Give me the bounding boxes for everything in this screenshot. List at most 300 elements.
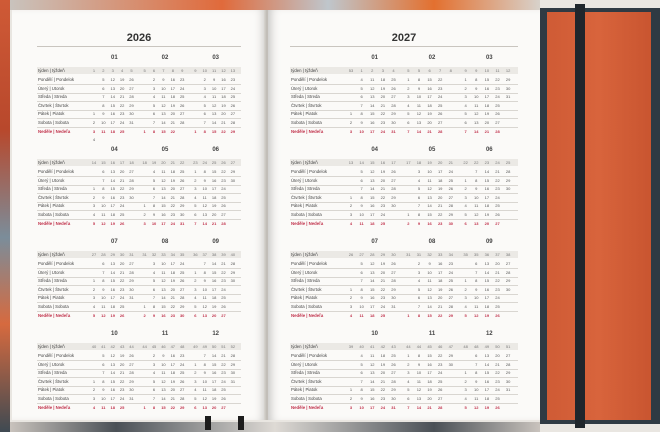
day-cell: 4: [417, 278, 421, 284]
day-cell: 15: [211, 128, 217, 134]
day-cell: 26: [448, 186, 454, 192]
day-cell: 3: [194, 286, 197, 292]
day-cell: 11: [212, 94, 217, 100]
week-number: 31: [129, 252, 134, 257]
weekday-label: Pátek | Piatok: [291, 387, 318, 393]
row-separator: [290, 110, 518, 111]
day-cell: 26: [448, 286, 454, 292]
day-cell: 29: [391, 111, 396, 117]
day-cell: 26: [221, 203, 226, 209]
day-cell: 26: [230, 102, 236, 108]
day-cell: 27: [495, 120, 500, 125]
day-cell: 4: [92, 404, 96, 410]
day-cell: 27: [230, 111, 236, 117]
day-cell: 27: [129, 361, 134, 367]
day-cell: 16: [484, 85, 490, 91]
weekday-label: Úterý | Utorok: [291, 269, 318, 275]
week-header-label: týden | týždeň: [38, 160, 65, 165]
day-cell: 12: [101, 312, 106, 318]
day-cell: 29: [505, 177, 511, 183]
day-cell: 12: [474, 312, 479, 318]
day-cell: 10: [101, 203, 106, 209]
day-cell: 17: [437, 269, 443, 275]
day-cell: 12: [211, 102, 217, 108]
row-separator: [37, 277, 241, 278]
day-cell: 11: [427, 278, 432, 284]
day-cell: 15: [211, 269, 217, 275]
day-cell: 8: [417, 77, 421, 82]
day-cell: 27: [448, 194, 454, 200]
day-cell: 18: [484, 304, 490, 309]
day-cell: 22: [380, 111, 386, 117]
day-cell: 28: [505, 269, 511, 275]
day-cell: 27: [391, 94, 396, 100]
day-cell: 19: [211, 396, 217, 401]
day-cell: 14: [161, 120, 166, 125]
week-number: 2: [371, 68, 374, 73]
row-separator: [290, 219, 518, 220]
day-cell: 5: [360, 169, 363, 174]
day-cell: 28: [179, 396, 185, 401]
day-cell: 17: [427, 94, 432, 100]
day-cell: 4: [349, 220, 353, 226]
row-separator: [37, 202, 241, 203]
day-cell: 27: [221, 404, 226, 410]
day-cell: 30: [129, 194, 134, 200]
day-cell: 21: [437, 203, 443, 209]
week-number: 31: [406, 252, 411, 257]
day-cell: 20: [427, 120, 432, 125]
day-cell: 6: [152, 387, 156, 393]
day-cell: 24: [495, 194, 500, 200]
weekday-label: Úterý | Utorok: [291, 85, 318, 91]
day-cell: 24: [437, 94, 443, 100]
day-cell: 24: [179, 85, 185, 91]
day-cell: 1: [349, 111, 353, 117]
day-cell: 15: [370, 387, 375, 393]
row-separator: [37, 369, 241, 370]
month-number: 08: [161, 239, 169, 245]
day-cell: 15: [427, 353, 432, 358]
day-cell: 1: [407, 77, 410, 82]
day-cell: 23: [119, 194, 125, 200]
day-cell: 17: [484, 194, 490, 200]
day-cell: 20: [119, 85, 125, 91]
week-header-label: týden | týždeň: [38, 68, 65, 73]
day-cell: 24: [119, 295, 125, 301]
day-cell: 4: [360, 353, 363, 358]
weekday-label: Úterý | Utorok: [291, 361, 318, 367]
day-cell: 8: [152, 304, 156, 309]
day-cell: 9: [102, 286, 105, 292]
day-cell: 6: [464, 220, 467, 226]
day-cell: 2: [143, 312, 146, 318]
day-cell: 29: [448, 353, 454, 358]
day-cell: 11: [101, 128, 106, 134]
day-cell: 2: [203, 77, 206, 82]
day-cell: 11: [359, 312, 364, 318]
day-cell: 5: [203, 102, 206, 108]
day-cell: 13: [484, 353, 490, 358]
cover-flap[interactable]: [540, 8, 660, 424]
day-cell: 9: [162, 353, 165, 358]
day-cell: 20: [119, 169, 125, 174]
week-number: 28: [101, 252, 106, 257]
week-header-label: týden | týždeň: [291, 68, 318, 73]
week-number: 49: [193, 344, 198, 349]
day-cell: 7: [152, 120, 156, 125]
row-separator: [290, 118, 518, 119]
day-cell: 31: [505, 94, 511, 100]
day-cell: 4: [464, 396, 467, 401]
day-cell: 9: [475, 186, 478, 192]
weekday-label: Neděle | Nedeľa: [38, 404, 71, 410]
row-separator: [37, 110, 241, 111]
day-cell: 30: [129, 286, 134, 292]
day-cell: 15: [161, 203, 166, 209]
week-number: 22: [474, 160, 479, 165]
weekday-label: Středa | Streda: [38, 278, 67, 284]
day-cell: 25: [179, 169, 185, 174]
day-cell: 18: [170, 94, 176, 100]
day-cell: 10: [416, 94, 422, 100]
day-cell: 1: [92, 186, 96, 192]
day-cell: 12: [474, 212, 479, 217]
day-cell: 9: [417, 361, 421, 367]
day-cell: 24: [230, 85, 236, 91]
day-cell: 2: [464, 85, 467, 91]
day-cell: 24: [119, 120, 125, 125]
day-cell: 7: [360, 186, 363, 192]
day-cell: 15: [161, 404, 166, 410]
week-number: 16: [110, 160, 115, 165]
day-cell: 6: [407, 396, 410, 401]
day-cell: 11: [416, 102, 422, 108]
week-number: 42: [110, 344, 115, 349]
bookmark-ribbon[interactable]: [238, 416, 244, 430]
day-cell: 21: [119, 94, 125, 100]
day-cell: 1: [143, 128, 146, 134]
month-number: 04: [110, 147, 118, 153]
day-cell: 8: [102, 186, 105, 192]
day-cell: 5: [152, 378, 156, 384]
bookmark-ribbon[interactable]: [205, 416, 211, 430]
day-cell: 1: [407, 212, 410, 217]
day-cell: 13: [161, 111, 166, 117]
day-cell: 19: [110, 220, 115, 226]
day-cell: 28: [495, 128, 500, 134]
week-number: 23: [193, 160, 198, 165]
day-cell: 6: [194, 212, 197, 217]
day-cell: 18: [211, 295, 217, 301]
day-cell: 22: [437, 312, 443, 318]
day-cell: 17: [484, 295, 490, 301]
day-cell: 21: [119, 177, 125, 183]
weekday-label: Pondělí | Pondelok: [291, 77, 327, 82]
week-number: 12: [221, 68, 226, 73]
day-cell: 7: [417, 304, 421, 309]
day-cell: 21: [119, 370, 125, 376]
day-cell: 13: [161, 186, 166, 192]
day-cell: 13: [202, 404, 207, 410]
day-cell: 7: [360, 278, 363, 284]
day-cell: 16: [211, 370, 217, 376]
day-cell: 1: [194, 269, 197, 275]
day-cell: 13: [161, 387, 166, 393]
day-cell: 10: [359, 404, 364, 410]
day-cell: 2: [349, 295, 353, 301]
day-cell: 31: [129, 295, 134, 301]
day-cell: 25: [380, 312, 386, 318]
weekday-label: Středa | Streda: [38, 186, 67, 192]
day-cell: 13: [474, 220, 479, 226]
week-number: 48: [474, 344, 479, 349]
day-cell: 18: [370, 312, 375, 318]
day-cell: 16: [370, 203, 375, 209]
day-cell: 27: [505, 261, 511, 266]
week-number: 6: [152, 68, 156, 73]
day-cell: 4: [194, 295, 197, 301]
day-cell: 6: [102, 361, 105, 367]
day-cell: 22: [495, 370, 500, 376]
day-cell: 15: [427, 212, 432, 217]
day-cell: 25: [230, 94, 236, 100]
day-cell: 14: [416, 128, 422, 134]
day-cell: 31: [391, 404, 396, 410]
quarter-block: [290, 331, 518, 419]
day-cell: 17: [221, 85, 226, 91]
weekday-label: Pondělí | Pondelok: [38, 169, 74, 174]
day-cell: 17: [170, 85, 176, 91]
week-number: 37: [202, 252, 207, 257]
day-cell: 11: [161, 94, 166, 100]
day-cell: 24: [495, 295, 500, 301]
day-cell: 11: [161, 169, 166, 174]
week-number: 22: [179, 160, 185, 165]
day-cell: 24: [221, 286, 226, 292]
day-cell: 6: [102, 169, 105, 174]
day-cell: 28: [391, 102, 396, 108]
quarter-block: [37, 55, 241, 143]
day-cell: 24: [119, 396, 125, 401]
weekday-label: Sobota | Sobota: [291, 304, 322, 309]
week-number: 1: [92, 68, 96, 73]
day-cell: 22: [170, 203, 176, 209]
day-cell: 10: [161, 261, 166, 266]
day-cell: 15: [211, 169, 217, 174]
day-cell: 12: [110, 353, 115, 358]
weekday-label: Středa | Streda: [291, 186, 320, 192]
day-cell: 26: [129, 77, 134, 82]
day-cell: 12: [202, 396, 207, 401]
day-cell: 28: [505, 361, 511, 367]
week-number: 19: [151, 160, 157, 165]
week-number: 52: [230, 344, 236, 349]
day-cell: 7: [475, 269, 478, 275]
day-cell: 1: [464, 177, 467, 183]
day-cell: 14: [110, 177, 115, 183]
day-cell: 1: [194, 128, 197, 134]
weekday-label: Neděle | Nedeľa: [291, 404, 324, 410]
week-number: 32: [427, 252, 432, 257]
day-cell: 2: [194, 370, 197, 376]
week-number: 48: [463, 344, 468, 349]
day-cell: 7: [203, 261, 206, 266]
day-cell: 26: [119, 312, 125, 318]
weekday-label: Sobota | Sobota: [38, 120, 69, 125]
day-cell: 27: [437, 120, 443, 125]
elastic-band[interactable]: [575, 4, 585, 428]
day-cell: 30: [391, 396, 396, 401]
day-cell: 10: [474, 94, 479, 100]
week-number: 31: [142, 252, 147, 257]
day-cell: 14: [110, 94, 115, 100]
day-cell: 3: [194, 378, 197, 384]
day-cell: 29: [129, 278, 134, 284]
day-cell: 27: [179, 286, 185, 292]
day-cell: 1: [194, 361, 197, 367]
day-cell: 19: [170, 278, 176, 284]
month-number: 03: [212, 55, 219, 61]
day-cell: 22: [119, 102, 125, 108]
week-number: 16: [380, 160, 386, 165]
row-separator: [290, 193, 518, 194]
day-cell: 19: [484, 212, 490, 217]
day-cell: 29: [391, 194, 396, 200]
week-number: 34: [170, 252, 176, 257]
day-cell: 8: [475, 370, 478, 376]
row-separator: [290, 93, 518, 94]
day-cell: 28: [391, 378, 396, 384]
week-number: 46: [161, 344, 166, 349]
day-cell: 17: [110, 120, 115, 125]
row-separator: [290, 210, 518, 211]
day-cell: 21: [119, 269, 125, 275]
day-cell: 19: [170, 378, 176, 384]
weekday-label: Pátek | Piatok: [291, 295, 318, 301]
day-cell: 2: [464, 378, 467, 384]
day-cell: 12: [370, 361, 375, 367]
day-cell: 5: [152, 177, 156, 183]
day-cell: 16: [110, 111, 115, 117]
day-cell: 16: [427, 85, 432, 91]
day-cell: 13: [161, 286, 166, 292]
row-separator: [290, 369, 518, 370]
day-cell: 8: [102, 102, 105, 108]
day-cell: 30: [230, 278, 236, 284]
day-cell: 14: [211, 353, 217, 358]
month-number: 01: [110, 55, 118, 61]
day-cell: 30: [505, 378, 511, 384]
day-cell: 31: [129, 396, 134, 401]
day-cell: 5: [360, 261, 363, 266]
day-cell: 10: [161, 361, 166, 367]
day-cell: 14: [202, 220, 207, 226]
day-cell: 3: [349, 212, 353, 217]
week-number: 44: [416, 344, 422, 349]
day-cell: 8: [152, 128, 156, 134]
day-cell: 23: [437, 220, 443, 226]
weekday-label: Středa | Streda: [291, 370, 320, 376]
day-cell: 6: [152, 286, 156, 292]
day-cell: 16: [427, 220, 432, 226]
day-cell: 26: [179, 102, 185, 108]
day-cell: 30: [129, 111, 134, 117]
day-cell: 25: [437, 102, 443, 108]
week-number: 50: [495, 344, 500, 349]
day-cell: 30: [505, 85, 511, 91]
day-cell: 6: [360, 269, 363, 275]
day-cell: 24: [119, 203, 125, 209]
day-cell: 22: [170, 128, 176, 134]
day-cell: 14: [370, 278, 375, 284]
day-cell: 18: [110, 304, 115, 309]
week-header-label: týden | týždeň: [291, 252, 318, 257]
day-cell: 22: [221, 128, 226, 134]
day-cell: 13: [110, 169, 115, 174]
day-cell: 12: [202, 203, 207, 209]
day-cell: 16: [161, 312, 166, 318]
day-cell: 19: [427, 387, 432, 393]
day-cell: 28: [448, 203, 454, 209]
week-number: 27: [91, 252, 97, 257]
month-number: 03: [485, 55, 493, 61]
week-number: 23: [484, 160, 490, 165]
day-cell: 8: [475, 77, 478, 82]
cover-top-edge: [10, 0, 540, 10]
day-cell: 6: [417, 295, 421, 301]
day-cell: 25: [119, 212, 125, 217]
day-cell: 4: [360, 77, 363, 82]
week-number: 31: [416, 252, 422, 257]
day-cell: 10: [202, 286, 207, 292]
day-cell: 3: [407, 94, 410, 100]
week-number: 24: [495, 160, 500, 165]
day-cell: 25: [437, 378, 443, 384]
day-cell: 17: [437, 169, 443, 174]
quarter-block: [37, 147, 241, 235]
day-cell: 10: [101, 120, 106, 125]
weekday-label: Neděle | Nedeľa: [291, 312, 324, 318]
day-cell: 25: [179, 370, 185, 376]
week-number: 29: [110, 252, 115, 257]
week-number: 48: [179, 344, 185, 349]
day-cell: 29: [505, 278, 511, 284]
day-cell: 28: [129, 269, 134, 275]
weekday-label: Úterý | Utorok: [291, 177, 318, 183]
day-cell: 26: [129, 353, 134, 358]
day-cell: 22: [221, 361, 226, 367]
day-cell: 12: [370, 169, 375, 174]
day-cell: 15: [370, 194, 375, 200]
week-header-label: týden | týždeň: [38, 252, 65, 257]
day-cell: 12: [110, 77, 115, 82]
week-number: 45: [151, 344, 157, 349]
week-number: 20: [161, 160, 166, 165]
week-header-label: týden | týždeň: [291, 160, 318, 165]
week-number: 15: [101, 160, 106, 165]
day-cell: 18: [170, 269, 176, 275]
day-cell: 12: [161, 278, 166, 284]
day-cell: 15: [161, 128, 166, 134]
day-cell: 26: [495, 212, 500, 217]
week-number: 14: [359, 160, 364, 165]
week-number: 42: [380, 344, 386, 349]
day-cell: 2: [194, 177, 197, 183]
day-cell: 18: [170, 169, 176, 174]
weekday-label: Čtvrtek | Štvrtok: [38, 194, 69, 200]
day-cell: 20: [119, 261, 125, 266]
